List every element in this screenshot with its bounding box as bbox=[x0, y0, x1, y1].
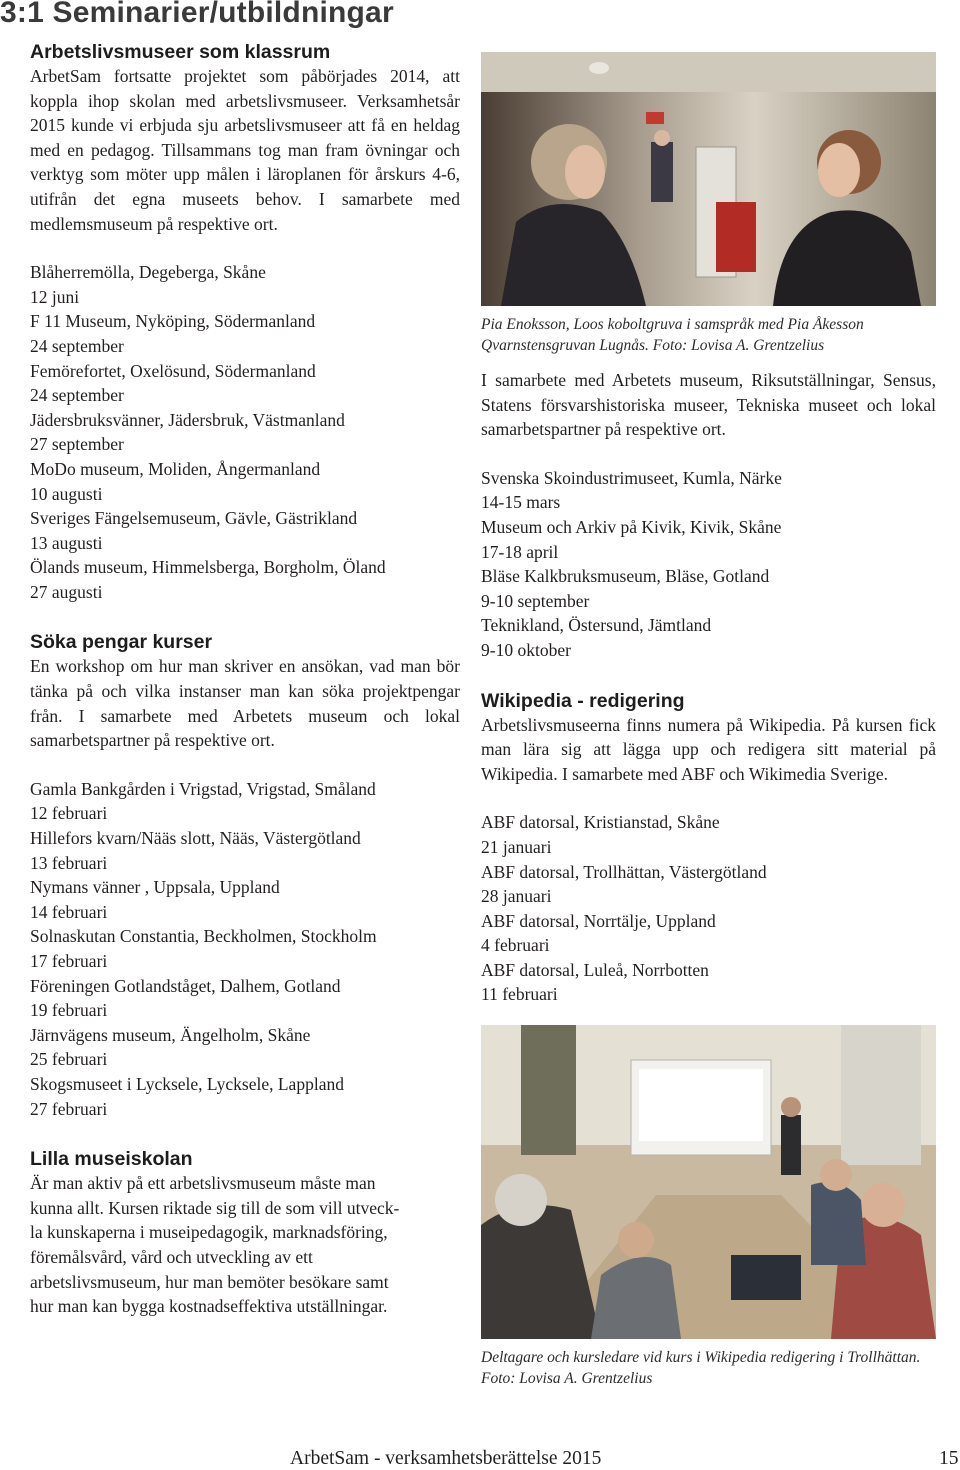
section-body-samarbete: I samarbete med Arbetets museum, Riksutställningar, Sensus, Statens försvarshistoriska museer, Tekniska museet och lokal samarbetspartner på respektive ort. bbox=[481, 370, 936, 440]
list-item: kunna allt. Kursen riktade sig till de som vill utveck- bbox=[30, 1197, 400, 1218]
list-item: Nymans vänner , Uppsala, Uppland bbox=[30, 877, 280, 898]
event-list-soka bbox=[30, 777, 460, 1121]
list-item: ABF datorsal, Norrtälje, Uppland bbox=[481, 910, 716, 931]
event-list-samarbete bbox=[481, 466, 936, 663]
list-item: F 11 Museum, Nyköping, Södermanland bbox=[30, 311, 316, 332]
section-heading-wikipedia: Wikipedia - redigering bbox=[481, 689, 685, 712]
footer-text: ArbetSam - verksamhetsberättelse 2015 bbox=[290, 1448, 602, 1469]
left-column bbox=[30, 40, 460, 1319]
list-item: arbetslivsmuseum, hur man bemöter besökare samt bbox=[30, 1271, 389, 1292]
list-item: 19 februari bbox=[30, 1000, 108, 1021]
list-item: 9-10 september bbox=[481, 590, 590, 611]
photo-wikipedia-course bbox=[481, 1025, 936, 1339]
list-item: 24 september bbox=[30, 385, 124, 406]
event-list-wikipedia bbox=[481, 810, 936, 1007]
list-item: Museum och Arkiv på Kivik, Kivik, Skåne bbox=[481, 516, 782, 537]
list-item: 4 februari bbox=[481, 935, 550, 956]
list-item: 17-18 april bbox=[481, 541, 559, 562]
list-item: 9-10 oktober bbox=[481, 639, 571, 660]
list-item: Föreningen Gotlandståget, Dalhem, Gotland bbox=[30, 975, 341, 996]
list-item: ABF datorsal, Trollhättan, Västergötland bbox=[481, 861, 767, 882]
event-list-klassrum bbox=[30, 260, 460, 604]
list-item: ABF datorsal, Kristianstad, Skåne bbox=[481, 812, 720, 833]
section-body-klassrum: ArbetSam fortsatte projektet som påbörjades 2014, att koppla ihop skolan med arbetslivsmuseer. Verksamhetsår 2015 kunde vi erbjuda sju arbetslivsmuseer att få en heldag med en pedagog. Tillsammans tog man fram övningar och verktyg som möter upp målen i läroplanen för årskurs 4-6, utifrån det egna museets behov. I samarbete med medlemsmuseum på respektive ort. bbox=[30, 66, 460, 234]
list-item: 21 januari bbox=[481, 836, 552, 857]
list-item: Bläse Kalkbruksmuseum, Bläse, Gotland bbox=[481, 566, 770, 587]
list-item: Solnaskutan Constantia, Beckholmen, Stockholm bbox=[30, 926, 377, 947]
photo-caption-conversation: Pia Enoksson, Loos koboltgruva i samspråk med Pia Åkesson Qvarnstensgruvan Lugnås. Foto: Lovisa A. Grentzelius bbox=[481, 316, 864, 354]
list-item: 17 februari bbox=[30, 951, 108, 971]
list-item: 24 september bbox=[30, 335, 124, 356]
list-item: Skogsmuseet i Lycksele, Lycksele, Lappland bbox=[30, 1073, 344, 1094]
list-item: 25 februari bbox=[30, 1049, 108, 1070]
section-heading-soka: Söka pengar kurser bbox=[30, 631, 213, 654]
list-item: hur man kan bygga kostnadseffektiva utställningar. bbox=[30, 1296, 388, 1317]
list-item: Blåherremölla, Degeberga, Skåne bbox=[30, 262, 266, 283]
list-item: 28 januari bbox=[481, 886, 552, 907]
list-item: 12 juni bbox=[30, 286, 80, 307]
list-item: Sveriges Fängelsemuseum, Gävle, Gästrikland bbox=[30, 508, 358, 529]
right-column bbox=[481, 52, 936, 1389]
list-item: Ölands museum, Himmelsberga, Borgholm, Öland bbox=[30, 557, 386, 578]
photo-conversation bbox=[481, 52, 936, 306]
list-item: Femörefortet, Oxelösund, Södermanland bbox=[30, 360, 316, 381]
list-item: Gamla Bankgården i Vrigstad, Vrigstad, Småland bbox=[30, 778, 376, 799]
photo-caption-wikipedia: Deltagare och kursledare vid kurs i Wikipedia redigering i Trollhättan. Foto: Lovisa A. Grentzelius bbox=[481, 1349, 921, 1388]
page-number: 15 bbox=[939, 1448, 959, 1469]
list-item: föremålsvård, vård och utveckling av ett bbox=[30, 1246, 313, 1267]
list-item: Teknikland, Östersund, Jämtland bbox=[481, 615, 712, 636]
list-item: Hillefors kvarn/Nääs slott, Nääs, Västergötland bbox=[30, 828, 361, 849]
list-item: 13 augusti bbox=[30, 532, 103, 553]
list-item: MoDo museum, Moliden, Ångermanland bbox=[30, 458, 321, 479]
list-item: 27 september bbox=[30, 434, 124, 455]
list-item: Järnvägens museum, Ängelholm, Skåne bbox=[30, 1024, 311, 1045]
section-heading-lilla: Lilla museiskolan bbox=[30, 1148, 193, 1171]
list-item: 11 februari bbox=[481, 984, 558, 1005]
section-body-wikipedia: Arbetslivsmuseerna finns numera på Wikipedia. På kursen fick man lära sig att lägga upp och redigera sitt material på Wikipedia. I samarbete med ABF och Wikimedia Sverige. bbox=[481, 714, 936, 784]
list-item: 14-15 mars bbox=[481, 492, 561, 513]
list-item: ABF datorsal, Luleå, Norrbotten bbox=[481, 959, 709, 980]
list-item: 13 februari bbox=[30, 852, 108, 873]
list-item: la kunskaperna i museipedagogik, marknadsföring, bbox=[30, 1222, 388, 1243]
list-item: Svenska Skoindustrimuseet, Kumla, Närke bbox=[481, 467, 782, 488]
list-item: Är man aktiv på ett arbetslivsmuseum måste man bbox=[30, 1173, 376, 1194]
section-body-soka: En workshop om hur man skriver en ansökan, vad man bör tänka på och vilka instanser man kan söka projektpengar från. I samarbete med Arbetets museum och lokal samarbetspartner på respektive ort. bbox=[30, 656, 460, 751]
list-item: 27 augusti bbox=[30, 581, 103, 602]
list-item: 10 augusti bbox=[30, 483, 103, 504]
section-body-lilla bbox=[30, 1171, 460, 1319]
page-title: 3:1 Seminarier/utbildningar bbox=[0, 0, 394, 29]
list-item: 27 februari bbox=[30, 1098, 108, 1119]
list-item: Jädersbruksvänner, Jädersbruk, Västmanland bbox=[30, 409, 345, 430]
list-item: 12 februari bbox=[30, 803, 108, 824]
section-heading-klassrum: Arbetslivsmuseer som klassrum bbox=[30, 41, 331, 63]
list-item: 14 februari bbox=[30, 901, 108, 922]
